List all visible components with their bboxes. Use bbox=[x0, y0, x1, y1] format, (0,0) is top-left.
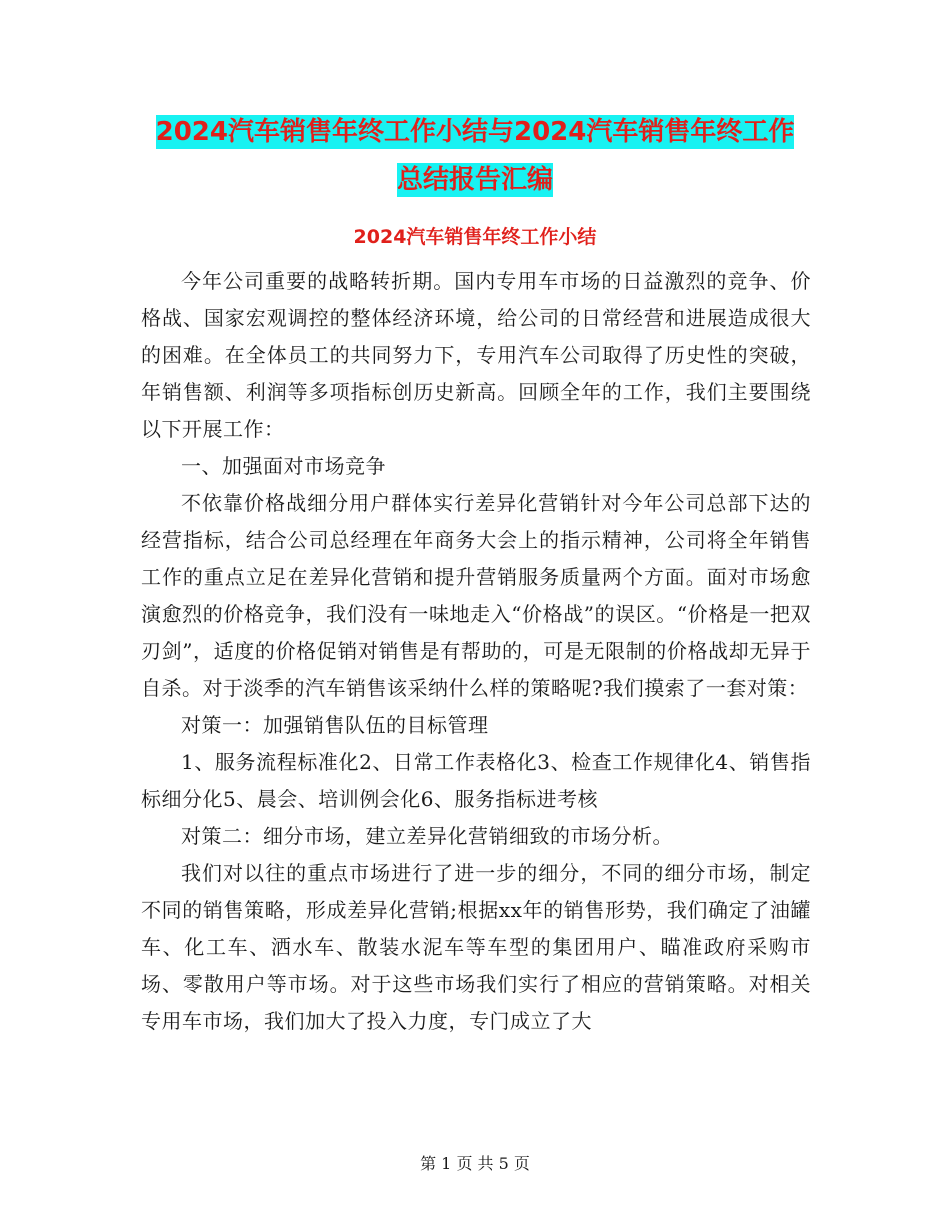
paragraph: 一、加强面对市场竞争 bbox=[181, 454, 386, 478]
title-line-2: 总结报告汇编 bbox=[396, 165, 553, 195]
document-title bbox=[120, 108, 830, 204]
paragraph: 对策二：细分市场，建立差异化营销细致的市场分析。 bbox=[181, 824, 673, 848]
section-title: 2024汽车销售年终工作小结 bbox=[353, 226, 597, 248]
body-text bbox=[141, 263, 811, 1040]
title-line-1: 2024汽车销售年终工作小结与2024汽车销售年终工作 bbox=[155, 117, 795, 147]
paragraph: 不依靠价格战细分用户群体实行差异化营销针对今年公司总部下达的经营指标，结合公司总经理在年商务大会上的指示精神，公司将全年销售工作的重点立足在差异化营销和提升营销服务质量两个方面。面对市场愈演愈烈的价格竞争，我们没有一味地走入“价格战”的误区。“价格是一把双刃剑”，适度的价格促销对销售是有帮助的，可是无限制的价格战却无异于自杀。对于淡季的汽车销售该采纳什么样的策略呢?我们摸索了一套对策： bbox=[141, 491, 811, 700]
paragraph: 今年公司重要的战略转折期。国内专用车市场的日益激烈的竞争、价格战、国家宏观调控的整体经济环境，给公司的日常经营和进展造成很大的困难。在全体员工的共同努力下，专用汽车公司取得了历史性的突破，年销售额、利润等多项指标创历史新高。回顾全年的工作，我们主要围绕以下开展工作： bbox=[141, 269, 811, 441]
paragraph: 1、服务流程标准化2、日常工作表格化3、检查工作规律化4、销售指标细分化5、晨会、培训例会化6、服务指标进考核 bbox=[141, 750, 811, 811]
paragraph: 我们对以往的重点市场进行了进一步的细分，不同的细分市场，制定不同的销售策略，形成差异化营销;根据xx年的销售形势，我们确定了油罐车、化工车、洒水车、散装水泥车等车型的集团用户、瞄准政府采购市场、零散用户等市场。对于这些市场我们实行了相应的营销策略。对相关专用车市场，我们加大了投入力度，专门成立了大 bbox=[141, 861, 811, 1033]
page-footer: 第 1 页 共 5 页 bbox=[420, 1154, 530, 1173]
paragraph: 对策一：加强销售队伍的目标管理 bbox=[181, 713, 489, 737]
